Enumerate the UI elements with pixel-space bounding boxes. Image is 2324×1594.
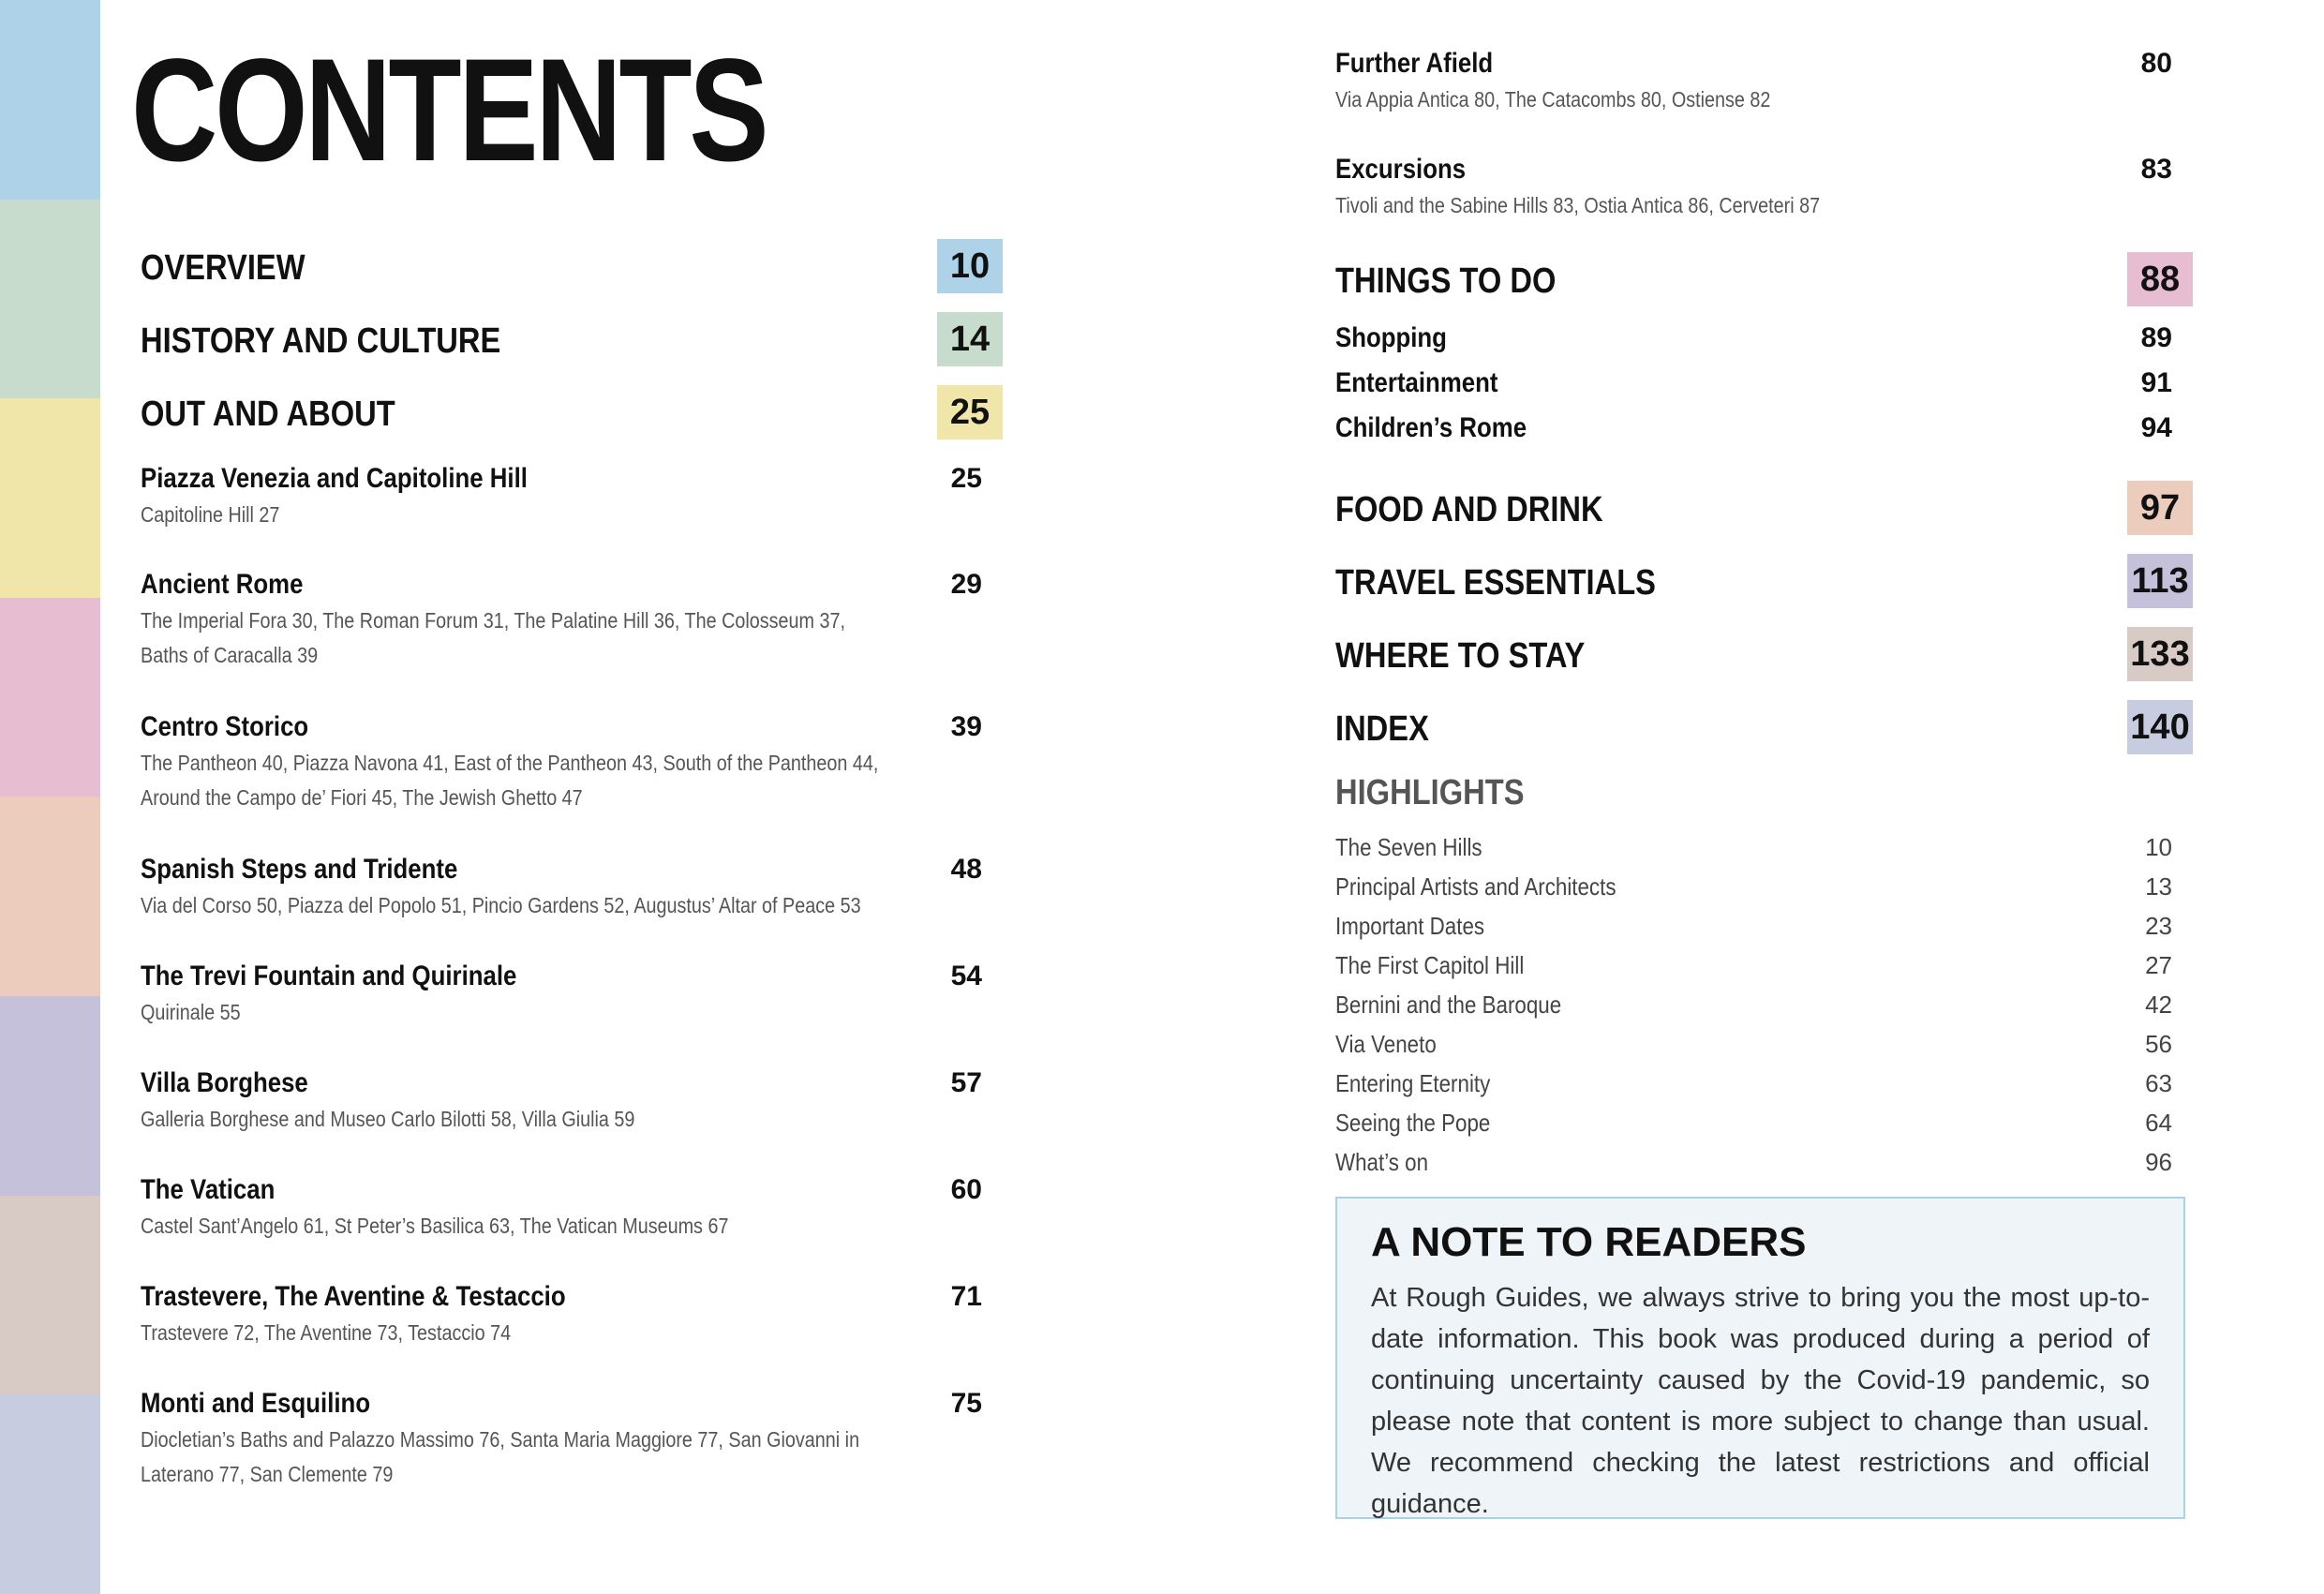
highlight-page: 96 <box>2145 1148 2172 1176</box>
highlight-title: Principal Artists and Architects <box>1335 872 1616 901</box>
toc-entry[interactable] <box>141 958 1003 1065</box>
note-text: At Rough Guides, we always strive to bring you the most up-to-date information. This book was produced during a period of continuing uncertainty caused by the Covid-19 pandemic, so please note that content is more subject to change than usual. We recommend checking the latest restrictions and official guidance. <box>1371 1283 2150 1519</box>
strip-block-3 <box>0 398 100 598</box>
item-page: 94 <box>2140 412 2172 443</box>
item-title: Children’s Rome <box>1335 412 1527 443</box>
entry-subtitle: Via Appia Antica 80, The Catacombs 80, Ostiense 82 <box>1335 87 1771 112</box>
highlight-item[interactable] <box>1335 1064 2193 1103</box>
section-label: THINGS TO DO <box>1335 261 1557 301</box>
highlight-title: What’s on <box>1335 1148 1429 1176</box>
entry-page: 29 <box>950 569 982 600</box>
entry-page: 25 <box>950 463 982 494</box>
section-index[interactable] <box>1335 700 2193 773</box>
section-page-badge: 14 <box>937 312 1003 366</box>
entry-title: Centro Storico <box>141 711 309 742</box>
item-title: Entertainment <box>1335 367 1498 398</box>
section-page-badge: 140 <box>2127 700 2193 754</box>
entry-page: 71 <box>950 1281 982 1312</box>
entry-title: Trastevere, The Aventine & Testaccio <box>141 1281 566 1312</box>
entry-subtitle: Via del Corso 50, Piazza del Popolo 51, Pincio Gardens 52, Augustus’ Altar of Peace 53 <box>141 893 861 917</box>
item-page: 91 <box>2140 367 2172 398</box>
highlight-page: 63 <box>2145 1069 2172 1097</box>
section-page-badge: 25 <box>937 385 1003 439</box>
entry-title: The Vatican <box>141 1174 276 1205</box>
highlight-page: 42 <box>2145 991 2172 1019</box>
toc-entry[interactable] <box>141 1385 1003 1527</box>
highlight-page: 10 <box>2145 833 2172 861</box>
highlight-title: The First Capitol Hill <box>1335 951 1525 979</box>
note-to-readers-box <box>1335 1197 2185 1519</box>
highlight-title: Entering Eternity <box>1335 1069 1491 1097</box>
highlight-page: 64 <box>2145 1109 2172 1137</box>
section-label: TRAVEL ESSENTIALS <box>1335 563 1656 603</box>
entry-page: 54 <box>950 961 982 991</box>
section-page-badge: 88 <box>2127 252 2193 306</box>
highlight-page: 27 <box>2145 951 2172 979</box>
highlights-heading: HIGHLIGHTS <box>1335 773 1525 812</box>
highlight-item[interactable] <box>1335 867 2193 906</box>
toc-entry[interactable] <box>141 1171 1003 1278</box>
entry-page: 80 <box>2140 48 2172 79</box>
entry-subtitle: Capitoline Hill 27 <box>141 502 280 527</box>
entry-subtitle: Galleria Borghese and Museo Carlo Bilotti 58, Villa Giulia 59 <box>141 1107 635 1131</box>
entry-page: 57 <box>950 1067 982 1098</box>
things-item-entertainment[interactable] <box>1335 361 2193 406</box>
section-out-and-about[interactable] <box>141 385 1003 458</box>
entry-page: 83 <box>2140 154 2172 185</box>
entry-page: 60 <box>950 1174 982 1205</box>
right-column <box>1335 45 2193 1182</box>
strip-block-7 <box>0 1196 100 1395</box>
highlight-item[interactable] <box>1335 1024 2193 1064</box>
page-title: CONTENTS <box>131 29 767 192</box>
entry-title: The Trevi Fountain and Quirinale <box>141 961 517 991</box>
highlight-item[interactable] <box>1335 985 2193 1024</box>
left-column <box>141 239 1003 1527</box>
section-label: OUT AND ABOUT <box>141 395 395 434</box>
section-page-badge: 133 <box>2127 627 2193 681</box>
section-travel-essentials[interactable] <box>1335 554 2193 627</box>
things-item-shopping[interactable] <box>1335 316 2193 361</box>
section-label: OVERVIEW <box>141 248 305 288</box>
entry-title: Excursions <box>1335 154 1467 185</box>
toc-entry[interactable] <box>141 851 1003 958</box>
entry-subtitle: The Pantheon 40, Piazza Navona 41, East of the Pantheon 43, South of the Pantheon 44, Around the Campo de’ Fiori 45, The Jewish Ghetto 47 <box>141 751 879 810</box>
entry-title: Spanish Steps and Tridente <box>141 854 458 885</box>
section-overview[interactable] <box>141 239 1003 312</box>
highlight-item[interactable] <box>1335 906 2193 946</box>
things-item-childrens-rome[interactable] <box>1335 406 2193 451</box>
entry-title: Further Afield <box>1335 48 1494 79</box>
strip-block-6 <box>0 996 100 1196</box>
section-label: HISTORY AND CULTURE <box>141 321 501 361</box>
highlight-title: The Seven Hills <box>1335 833 1482 861</box>
section-page-badge: 97 <box>2127 481 2193 535</box>
entry-title: Ancient Rome <box>141 569 304 600</box>
highlights-heading-row <box>1335 773 2193 827</box>
entry-subtitle: Trastevere 72, The Aventine 73, Testaccio 74 <box>141 1320 512 1345</box>
entry-subtitle: Quirinale 55 <box>141 1000 241 1024</box>
item-title: Shopping <box>1335 322 1447 353</box>
highlight-item[interactable] <box>1335 1142 2193 1182</box>
toc-entry[interactable] <box>141 1278 1003 1385</box>
section-things-to-do[interactable] <box>1335 252 2193 316</box>
toc-entry[interactable] <box>141 1065 1003 1171</box>
toc-entry[interactable] <box>141 460 1003 566</box>
highlight-item[interactable] <box>1335 1103 2193 1142</box>
toc-entry[interactable] <box>1335 151 2193 252</box>
strip-block-1 <box>0 0 100 200</box>
entry-title: Monti and Esquilino <box>141 1388 371 1419</box>
entry-title: Villa Borghese <box>141 1067 308 1098</box>
item-page: 89 <box>2140 322 2172 353</box>
section-food-and-drink[interactable] <box>1335 481 2193 554</box>
entry-subtitle: Castel Sant’Angelo 61, St Peter’s Basilica 63, The Vatican Museums 67 <box>141 1214 729 1238</box>
highlight-page: 13 <box>2145 872 2172 901</box>
section-label: FOOD AND DRINK <box>1335 490 1603 529</box>
strip-block-2 <box>0 200 100 399</box>
note-title: A NOTE TO READERS <box>1371 1219 1807 1265</box>
entry-subtitle: Tivoli and the Sabine Hills 83, Ostia Antica 86, Cerveteri 87 <box>1335 193 1821 217</box>
entry-subtitle: Diocletian’s Baths and Palazzo Massimo 76, Santa Maria Maggiore 77, San Giovanni in Laterano 77, San Clemente 79 <box>141 1427 860 1486</box>
section-label: INDEX <box>1335 709 1429 749</box>
highlight-title: Seeing the Pope <box>1335 1109 1491 1137</box>
toc-entry[interactable] <box>141 566 1003 708</box>
color-strip <box>0 0 100 1594</box>
highlight-page: 23 <box>2145 912 2172 940</box>
entry-page: 39 <box>950 711 982 742</box>
highlight-title: Via Veneto <box>1335 1030 1437 1058</box>
toc-entry[interactable] <box>1335 45 2193 151</box>
strip-block-8 <box>0 1394 100 1594</box>
strip-block-4 <box>0 598 100 797</box>
entry-title: Piazza Venezia and Capitoline Hill <box>141 463 528 494</box>
section-label: WHERE TO STAY <box>1335 636 1586 676</box>
highlight-page: 56 <box>2145 1030 2172 1058</box>
strip-block-5 <box>0 797 100 996</box>
highlight-item[interactable] <box>1335 946 2193 985</box>
entry-subtitle: The Imperial Fora 30, The Roman Forum 31, The Palatine Hill 36, The Colosseum 37, Baths of Caracalla 39 <box>141 608 846 667</box>
section-page-badge: 10 <box>937 239 1003 293</box>
section-history-and-culture[interactable] <box>141 312 1003 385</box>
entry-page: 48 <box>950 854 982 885</box>
highlight-title: Important Dates <box>1335 912 1485 940</box>
section-page-badge: 113 <box>2127 554 2193 608</box>
entry-page: 75 <box>950 1388 982 1419</box>
section-where-to-stay[interactable] <box>1335 627 2193 700</box>
highlight-title: Bernini and the Baroque <box>1335 991 1562 1019</box>
highlight-item[interactable] <box>1335 827 2193 867</box>
toc-entry[interactable] <box>141 708 1003 851</box>
